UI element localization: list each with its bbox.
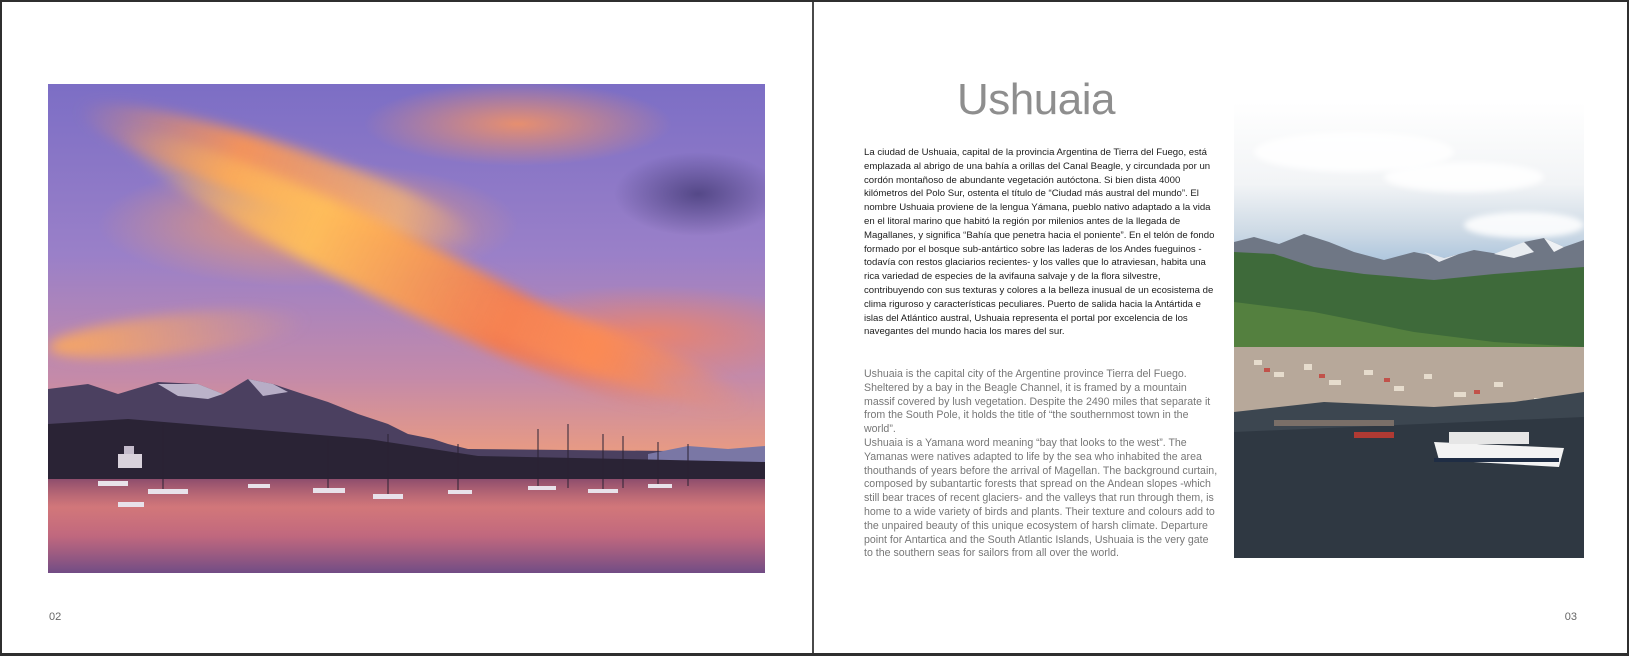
ushuaia-aerial-photo (1234, 102, 1584, 558)
right-page (814, 2, 1627, 653)
sunset-harbor-photo (48, 84, 765, 573)
page-number: 02 (49, 611, 62, 623)
english-paragraph (864, 368, 1220, 561)
page-number: 03 (1564, 611, 1577, 623)
left-page (2, 2, 812, 653)
page-title: Ushuaia (957, 75, 1115, 124)
book-spread (2, 2, 1627, 653)
english-paragraph-part-2: Ushuaia is a Yamana word meaning “bay that looks to the west”. The Yamanas were natives adapted to life by the sea who inhabited the area thouthands of years before the arrival of Magellan. The background curtain, composed by subantartic forests that spread on the Andean slopes -which still bear traces of recent glaciers- and the valleys that run through them, is home to a wide variety of birds and plants. Their texture and colours add to the unpaired beauty of this unique ecosystem of harsh climate. Departure point for Antartica and the South Atlantic Islands, Ushuaia is the very gate to the southern seas for sailors from all over the world. (864, 436, 1218, 560)
english-paragraph-part-1: Ushuaia is the capital city of the Argentine province Tierra del Fuego. Sheltered by a bay in the Beagle Channel, it is framed by a mountain massif covered by lush vegetation. Despite the 2490 miles that separate it from the South Pole, it holds the title of “the southernmost town in the world”. (864, 368, 1211, 436)
spanish-paragraph: La ciudad de Ushuaia, capital de la provincia Argentina de Tierra del Fuego, está emplazada al abrigo de una bahía a orillas del Canal Beagle, y circundada por un cordón montañoso de abundante vegetación autóctona. Si bien dista 4000 kilómetros del Polo Sur, ostenta el título de “Ciudad más austral del mundo”. El nombre Ushuaia proviene de la lengua Yámana, pueblo nativo adaptado a la vida en el litoral marino que habitó la región por milenios antes de la llegada de Magallanes, y significa “Bahía que penetra hacia el poniente”. En el telón de fondo formado por el bosque sub-antártico sobre las laderas de los Andes fueguinos -todavía con restos glaciarios recientes- y los valles que lo atraviesan, habita una rica variedad de especies de la avifauna salvaje y de la flora silvestre, contribuyendo con sus texturas y colores a la belleza inusual de un ecosistema de clima riguroso y características peculiares. Puerto de salida hacia la Antártida e islas del Atlántico austral, Ushuaia representa el portal por excelencia de los navegantes del mundo hacia los mares del sur. (864, 147, 1215, 338)
